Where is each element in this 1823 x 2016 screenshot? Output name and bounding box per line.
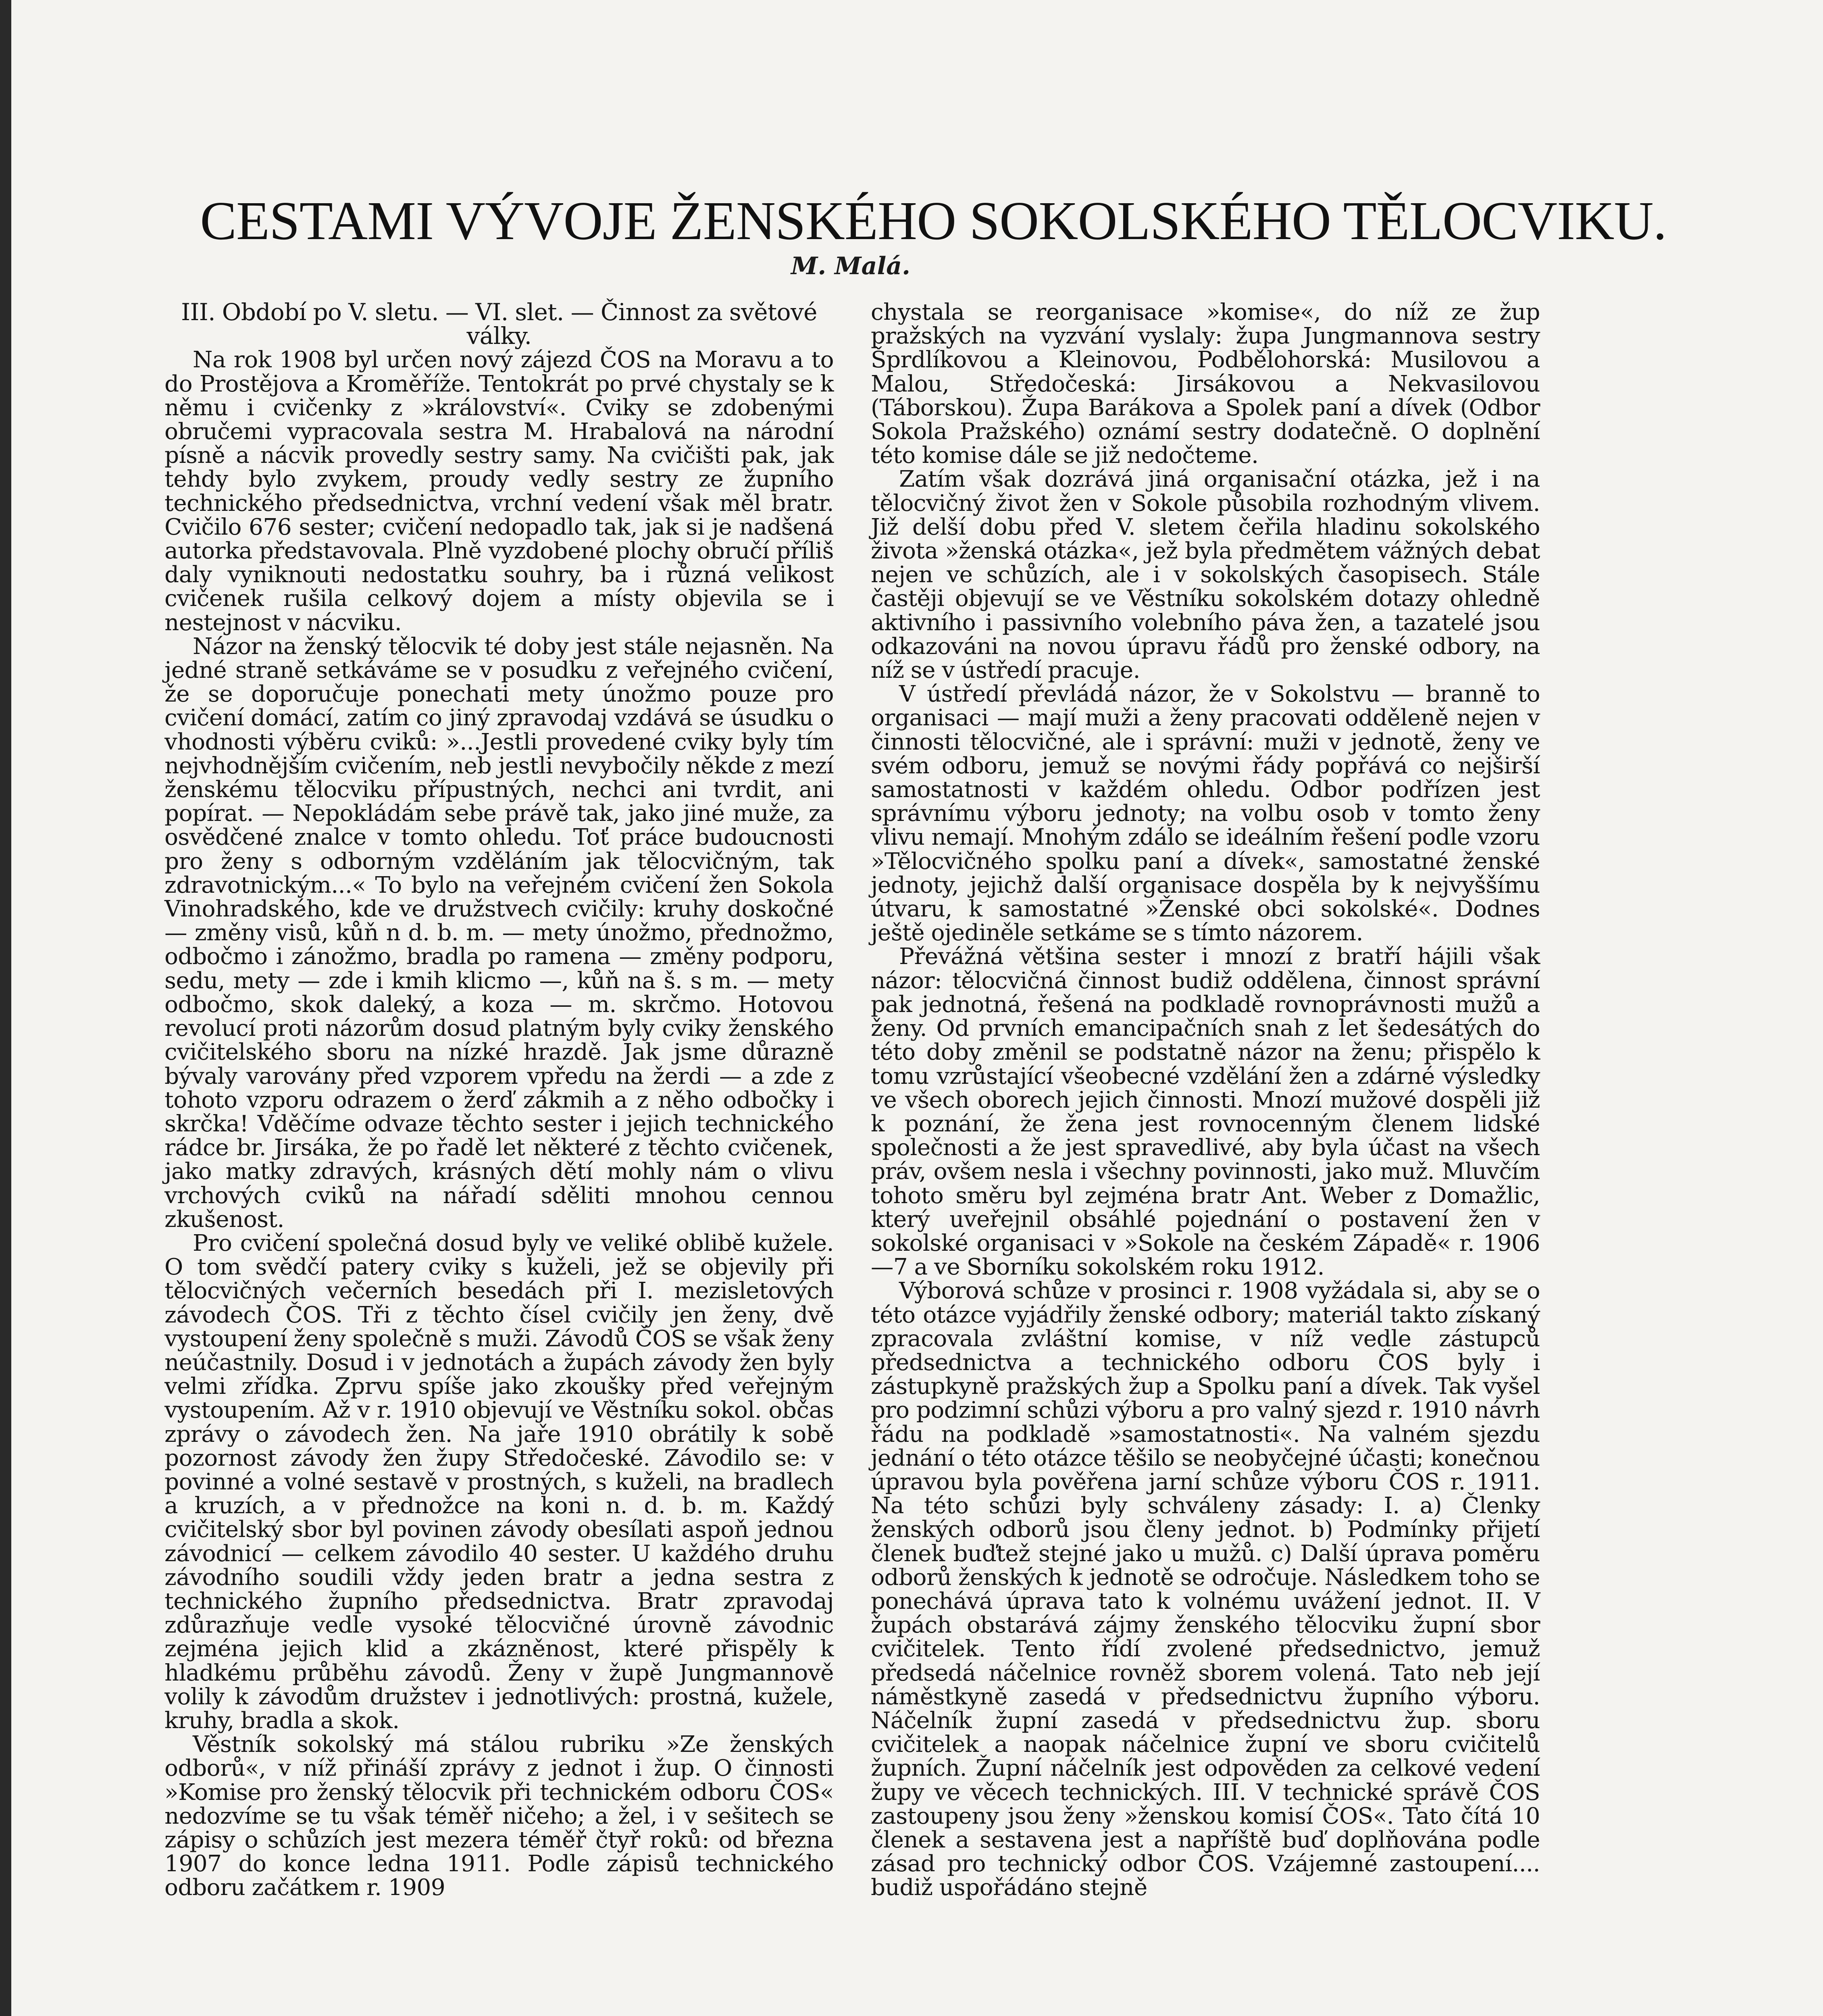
- scan-edge: [0, 0, 11, 2016]
- paragraph: Názor na ženský tělocvik té doby jest stále nejasněn. Na jedné straně setkáváme se v posudku z veřejného cvičení, že se doporučuje ponechati mety únožmo pouze pro cvičení domácí, zatím co jiný zpravodaj vzdává se úsudku o vhodnosti výběru cviků: »...Jestli provedené cviky byly tím nejvhodnějším cvičením, neb jestli nevybočily někde z mezí ženskému tělocviku přípustných, nechci ani tvrdit, ani popírat. — Nepokládám sebe právě tak, jako jiné muže, za osvědčené znalce v tomto ohledu. Toť práce budoucnosti pro ženy s odborným vzděláním jak tělocvičným, tak zdravotnickým...« To bylo na veřejném cvičení žen Sokola Vinohradského, kde ve družstvech cvičily: kruhy doskočné — změny visů, kůň n d. b. m. — mety únožmo, přednožmo, odbočmo i zánožmo, bradla po ramena — změny podporu, sedu, mety — zde i kmih klicmo —, kůň na š. s m. — mety odbočmo, skok daleký, a koza — m. skrčmo. Hotovou revolucí proti názorům dosud platným byly cviky ženského cvičitelského sboru na nízké hrazdě. Jak jsme důrazně bývaly varovány před vzporem vpředu na žerdi — a zde z tohoto vzporu odrazem o žerď zákmih a z něho odbočky i skrčka! Vděčíme odvaze těchto sester i jejich technického rádce br. Jirsáka, že po řadě let některé z těchto cvičenek, jako matky zdravých, krásných dětí mohly nám o vlivu vrchových cviků na nářadí sděliti mnohou cennou zkušenost.: [164, 633, 834, 1233]
- paragraph: Zatím však dozrává jiná organisační otázka, jež i na tělocvičný život žen v Sokole působila rozhodným vlivem. Již delší dobu před V. sletem čeřila hladinu sokolského života »ženská otázka«, jež byla předmětem vážných debat nejen ve schůzích, ale i v sokolských časopisech. Stále častěji objevují se ve Věstníku sokolském dotazy ohledně aktivního i passivního volebního páva žen, a tazatelé jsou odkazováni na novou úpravu řádů pro ženské odbory, na níž se v ústředí pracuje.: [871, 466, 1540, 684]
- paragraph: V ústředí převládá názor, že v Sokolstvu — branně to organisaci — mají muži a ženy pracovati odděleně nejen v činnosti tělocvičné, ale i správní: muži v jednotě, ženy ve svém odboru, jemuž se novými řády popřává co nejširší samostatnosti v každém ohledu. Odbor podřízen jest správnímu výboru jednoty; na volbu osob v tomto ženy vlivu nemají. Mnohým zdálo se ideálním řešení podle vzoru »Tělocvičného spolku paní a dívek«, samostatné ženské jednoty, jejichž další organisace dospěla by k nejvyššímu útvaru, k samostatné »Ženské obci sokolské«. Dodnes ještě ojediněle setkáme se s tímto názorem.: [871, 681, 1540, 946]
- paragraph: Pro cvičení společná dosud byly ve veliké oblibě kužele. O tom svědčí patery cviky s kuželi, jež se objevily při tělocvičných večerních besedách při I. mezisletových závodech ČOS. Tři z těchto čísel cvičily jen ženy, dvě vystoupení ženy společně s muži. Závodů ČOS se však ženy neúčastnily. Dosud i v jednotách a župách závody žen byly velmi zřídka. Zprvu spíše jako zkoušky před veřejným vystoupením. Až v r. 1910 objevují ve Věstníku sokol. občas zprávy o závodech žen. Na jaře 1910 obrátily k sobě pozornost závody žen župy Středočeské. Závodilo se: v povinné a volné sestavě v prostných, s kuželi, na bradlech a kruzích, a v přednožce na koni n. d. b. m. Každý cvičitelský sbor byl povinen závody obesílati aspoň jednou závodnicí — celkem závodilo 40 sester. U každého druhu závodního soudili vždy jeden bratr a jedna sestra z technického župního předsednictva. Bratr zpravodaj zdůrazňuje vedle vysoké tělocvičné úrovně závodnic zejména jejich klid a zkázněnost, které přispěly k hladkému průběhu závodů. Ženy v župě Jungmannově volily k závodům družstev i jednotlivých: prostná, kužele, kruhy, bradla a skok.: [164, 1230, 834, 1734]
- article-author: M. Malá.: [791, 252, 911, 280]
- article-title: CESTAMI VÝVOJE ŽENSKÉHO SOKOLSKÉHO TĚLOCVIKU.: [200, 191, 1667, 251]
- paragraph: chystala se reorganisace »komise«, do níž ze žup pražských na vyzvání vyslaly: župa Jungmannova sestry Šprdlíkovou a Kleinovou, Podbělohorská: Musilovou a Malou, Středočeská: Jirsákovou a Nekvasilovou (Táborskou). Župa Barákova a Spolek paní a dívek (Odbor Sokola Pražského) oznámí sestry dodatečně. O doplnění této komise dále se již nedočteme.: [871, 299, 1540, 469]
- text-column-right: [871, 300, 1540, 1900]
- paragraph: Výborová schůze v prosinci r. 1908 vyžádala si, aby se o této otázce vyjádřily ženské odbory; materiál takto získaný zpracovala zvláštní komise, v níž vedle zástupců předsednictva a technického odboru ČOS byly i zástupkyně pražských žup a Spolku paní a dívek. Tak vyšel pro podzimní schůzi výboru a pro valný sjezd r. 1910 návrh řádu na podkladě »samostatnosti«. Na valném sjezdu jednání o této otázce těšilo se neobyčejné účasti; konečnou úpravou byla pověřena jarní schůze výboru ČOS r. 1911. Na této schůzi byly schváleny zásady: I. a) Členky ženských odborů jsou členy jednot. b) Podmínky přijetí členek buďtež stejné jako u mužů. c) Další úprava poměru odborů ženských k jednotě se odročuje. Následkem toho se ponechává úprava tato k volnému uvážení jednot. II. V župách obstarává zájmy ženského tělocviku župní sbor cvičitelek. Tento řídí zvolené předsednictvo, jemuž předsedá náčelnice rovněž sborem volená. Tato neb její náměstkyně zasedá v předsednictvu župního výboru. Náčelník župní zasedá v předsednictvu žup. sboru cvičitelek a naopak náčelnice župní ve sboru cvičitelů župních. Župní náčelník jest odpověden za celkové vedení župy ve věcech technických. III. V technické správě ČOS zastoupeny jsou ženy »ženskou komisí ČOS«. Tato čítá 10 členek a sestavena jest a napříště buď doplňována podle zásad pro technický odbor ČOS. Vzájemné zastoupení.... budiž uspořádáno stejně: [871, 1278, 1540, 1901]
- text-column-left: [164, 300, 834, 1900]
- paragraph: Na rok 1908 byl určen nový zájezd ČOS na Moravu a to do Prostějova a Kroměříže. Tentokrát po prvé chystaly se k němu i cvičenky z »království«. Cviky se zdobenými obručemi vypracovala sestra M. Hrabalová na národní písně a nácvik provedly sestry samy. Na cvičišti pak, jak tehdy bylo zvykem, proudy vedly sestry ze župního technického předsednictva, vrchní vedení však měl bratr. Cvičilo 676 sester; cvičení nedopadlo tak, jak si je nadšená autorka představovala. Plně vyzdobené plochy obručí příliš daly vyniknouti nedostatku souhry, ba i různá velikost cvičenek rušila celkový dojem a místy objevila se i nestejnost v nácviku.: [164, 347, 834, 636]
- paragraph: Věstník sokolský má stálou rubriku »Ze ženských odborů«, v níž přináší zprávy z jednot i žup. O činnosti »Komise pro ženský tělocvik při technickém odboru ČOS« nedozvíme se tu však téměř ničeho; a žel, i v sešitech se zápisy o schůzích jest mezera téměř čtyř roků: od března 1907 do konce ledna 1911. Podle zápisů technického odboru začátkem r. 1909: [164, 1731, 834, 1901]
- section-heading: III. Období po V. sletu. — VI. slet. — Činnost za světové války.: [181, 298, 817, 350]
- paragraph: Převážná většina sester i mnozí z bratří hájili však názor: tělocvičná činnost budiž oddělena, činnost správní pak jednotná, řešená na podkladě rovnoprávnosti mužů a ženy. Od prvních emancipačních snah z let šedesátých do této doby změnil se podstatně názor na ženu; přispělo k tomu vzrůstající všeobecné vzdělání žen a zdárné výsledky ve všech oborech jejich činnosti. Mnozí mužové dospěli již k poznání, že žena jest rovnocenným členem lidské společnosti a že jest spravedlivé, aby byla účast na všech práv, ovšem nesla i všechny povinnosti, jako muž. Mluvčím tohoto směru byl zejména bratr Ant. Weber z Domažlic, který uveřejnil obsáhlé pojednání o postavení žen v sokolské organisaci v »Sokole na českém Západě« r. 1906—7 a ve Sborníku sokolském roku 1912.: [871, 943, 1540, 1281]
